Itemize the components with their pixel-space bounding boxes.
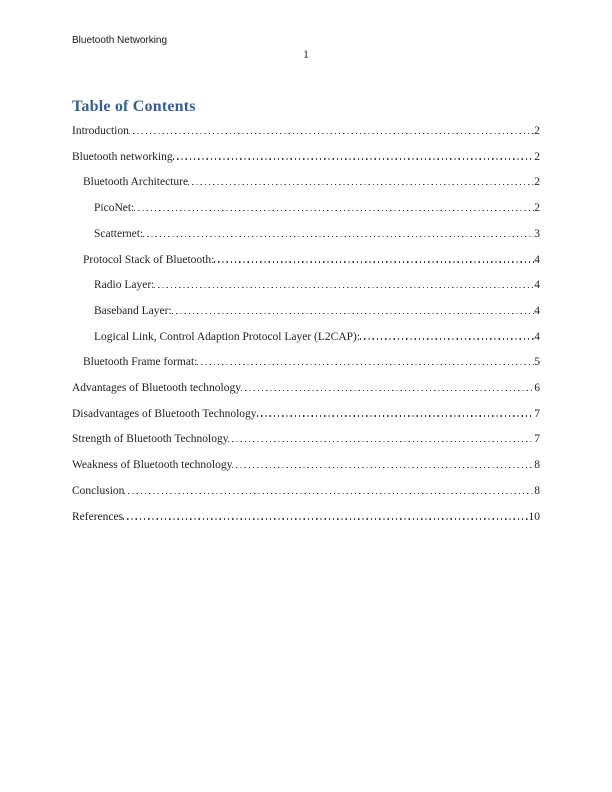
- toc-entry[interactable]: [72, 325, 540, 351]
- toc-entry-label: Bluetooth networking: [72, 150, 173, 163]
- toc-entry-label: Protocol Stack of Bluetooth:: [83, 253, 215, 266]
- toc-entry-page: 6: [534, 382, 540, 395]
- toc-entry-page: 2: [534, 176, 540, 189]
- toc-leader-dots: [143, 236, 534, 237]
- toc-entry[interactable]: [72, 170, 540, 196]
- toc-entry-label: Advantages of Bluetooth technology: [72, 382, 241, 395]
- toc-leader-dots: [173, 158, 535, 159]
- toc-entry[interactable]: [72, 222, 540, 248]
- toc-entry-label: Logical Link, Control Adaption Protocol Layer (L2CAP):: [94, 330, 361, 343]
- toc-entry-page: 8: [534, 484, 540, 497]
- toc-entry-page: 7: [534, 407, 540, 420]
- toc-entry-label: Bluetooth Architecture: [83, 176, 189, 189]
- toc-entry-page: 4: [534, 279, 540, 292]
- toc-leader-dots: [257, 415, 535, 416]
- toc-leader-dots: [129, 133, 534, 134]
- toc-entry[interactable]: [72, 376, 540, 402]
- toc-entry[interactable]: [72, 119, 540, 145]
- toc-leader-dots: [241, 390, 534, 391]
- toc-leader-dots: [134, 210, 534, 211]
- toc-entry-label: References: [72, 510, 124, 523]
- toc-leader-dots: [154, 287, 534, 288]
- toc-entry-page: 4: [534, 253, 540, 266]
- toc-entry-page: 7: [534, 433, 540, 446]
- toc-leader-dots: [228, 441, 534, 442]
- toc-entry-label: PicoNet:: [94, 202, 135, 215]
- toc-entry-label: Baseband Layer:: [94, 304, 172, 317]
- toc-entry[interactable]: [72, 248, 540, 274]
- toc-entry-page: 2: [534, 150, 540, 163]
- toc-leader-dots: [123, 518, 528, 519]
- toc-leader-dots: [360, 338, 534, 339]
- toc-leader-dots: [124, 493, 534, 494]
- toc-leader-dots: [172, 313, 535, 314]
- toc-entry[interactable]: [72, 273, 540, 299]
- toc-section: [72, 98, 540, 530]
- toc-entry[interactable]: [72, 505, 540, 531]
- toc-entry-page: 5: [534, 356, 540, 369]
- toc-entry[interactable]: [72, 299, 540, 325]
- toc-entry-page: 3: [534, 227, 540, 240]
- toc-entry-label: Conclusion: [72, 484, 125, 497]
- toc-entry[interactable]: [72, 145, 540, 171]
- toc-entry-page: 8: [534, 459, 540, 472]
- toc-leader-dots: [188, 184, 534, 185]
- toc-list: [72, 119, 540, 530]
- toc-entry[interactable]: [72, 453, 540, 479]
- toc-entry-label: Weakness of Bluetooth technology: [72, 459, 233, 472]
- toc-entry-page: 4: [534, 304, 540, 317]
- toc-entry-label: Scatternet:: [94, 227, 144, 240]
- header-page-number: 1: [303, 49, 309, 61]
- toc-entry-label: Radio Layer:: [94, 279, 155, 292]
- toc-heading: Table of Contents: [72, 98, 196, 115]
- toc-entry[interactable]: [72, 479, 540, 505]
- toc-entry[interactable]: [72, 350, 540, 376]
- toc-entry-page: 4: [534, 330, 540, 343]
- toc-entry-label: Bluetooth Frame format:: [83, 356, 198, 369]
- toc-entry-label: Disadvantages of Bluetooth Technology: [72, 407, 257, 420]
- toc-entry-page: 2: [534, 125, 540, 137]
- toc-entry-page: 2: [534, 202, 540, 215]
- toc-entry[interactable]: [72, 427, 540, 453]
- toc-leader-dots: [214, 261, 534, 262]
- header-document-title: Bluetooth Networking: [72, 35, 168, 46]
- toc-leader-dots: [197, 364, 534, 365]
- toc-entry-label: Introduction: [72, 125, 129, 137]
- toc-entry[interactable]: [72, 402, 540, 428]
- toc-leader-dots: [232, 467, 534, 468]
- toc-entry-page: 10: [528, 510, 540, 523]
- toc-entry-label: Strength of Bluetooth Technology: [72, 433, 229, 446]
- toc-entry[interactable]: [72, 196, 540, 222]
